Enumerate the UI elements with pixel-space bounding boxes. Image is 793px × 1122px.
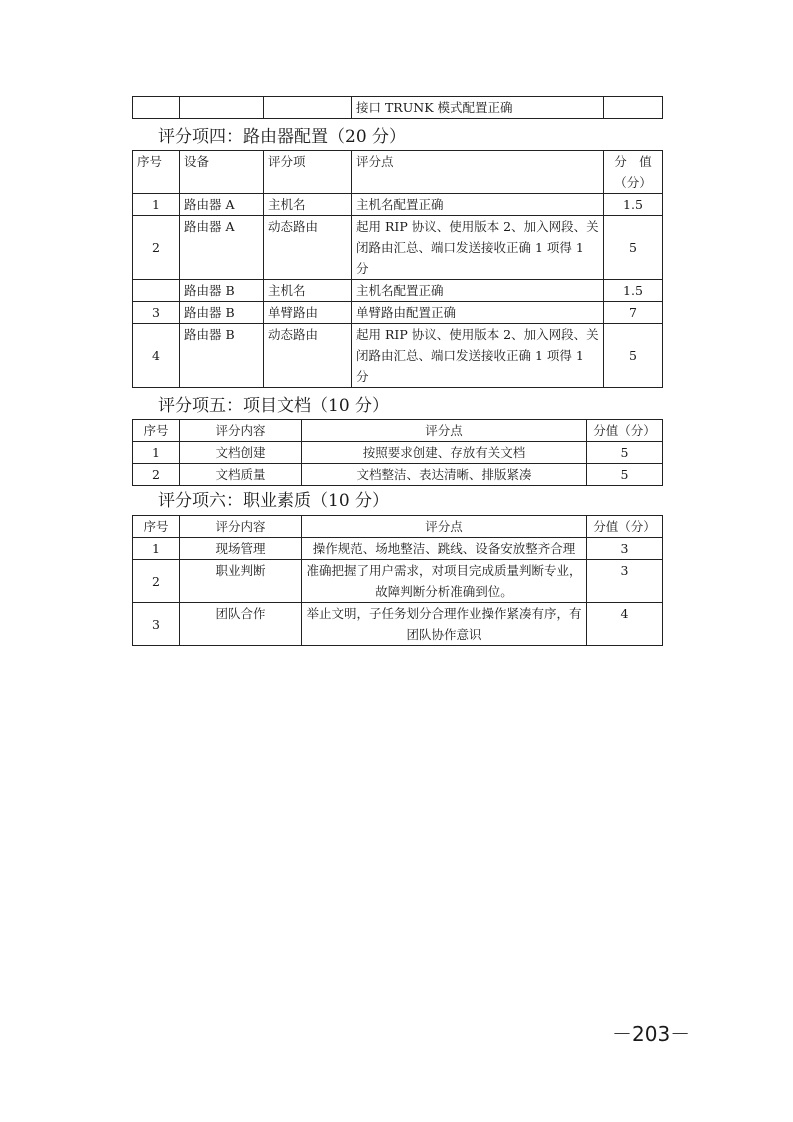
point-cell: 操作规范、场地整洁、跳线、设备安放整齐合理 (302, 538, 587, 560)
table-row (133, 538, 663, 560)
point-cell: 按照要求创建、存放有关文档 (302, 442, 587, 464)
content-cell: 文档创建 (180, 442, 302, 464)
score-cell: 7 (604, 302, 663, 324)
content-cell: 团队合作 (180, 603, 302, 646)
table-row (133, 442, 663, 464)
score-cell: 1.5 (604, 280, 663, 302)
row-number: 2 (133, 464, 180, 486)
section-title: 评分项六：职业素质（10 分） (158, 491, 390, 511)
point-cell: 单臂路由配置正确 (352, 302, 604, 324)
device-cell: 路由器 B (180, 324, 264, 388)
professional-quality-table (132, 515, 663, 646)
score-cell: 5 (604, 324, 663, 388)
row-number: 1 (133, 538, 180, 560)
point-cell: 举止文明，子任务划分合理作业操作紧凑有序，有团队协作意识 (302, 603, 587, 646)
router-config-table (132, 150, 663, 388)
row-number: 1 (133, 442, 180, 464)
table-row (133, 324, 663, 388)
content-cell: 现场管理 (180, 538, 302, 560)
column-header: 分值（分） (587, 516, 663, 538)
project-doc-table (132, 419, 663, 486)
column-header: 序号 (133, 151, 180, 194)
item-cell: 动态路由 (264, 216, 352, 280)
table-header-row (133, 151, 663, 194)
table-cell: 接口 TRUNK 模式配置正确 (352, 97, 604, 119)
table-row (133, 560, 663, 603)
point-cell: 准确把握了用户需求，对项目完成质量判断专业，故障判断分析准确到位。 (302, 560, 587, 603)
continued-table (132, 96, 663, 119)
table-row (133, 464, 663, 486)
page-number: －203－ (612, 1022, 691, 1046)
table-row (133, 603, 663, 646)
row-number: 2 (133, 216, 180, 280)
section-title: 评分项五：项目文档（10 分） (158, 396, 390, 416)
column-header: 评分点 (352, 151, 604, 194)
row-number: 1 (133, 194, 180, 216)
score-cell: 5 (587, 442, 663, 464)
point-cell: 文档整洁、表达清晰、排版紧凑 (302, 464, 587, 486)
table-row (133, 302, 663, 324)
item-cell: 主机名 (264, 280, 352, 302)
column-header: 分值（分） (587, 420, 663, 442)
score-cell: 3 (587, 538, 663, 560)
content-cell: 文档质量 (180, 464, 302, 486)
column-header: 评分内容 (180, 420, 302, 442)
score-cell: 5 (587, 464, 663, 486)
row-number: 4 (133, 324, 180, 388)
score-cell: 3 (587, 560, 663, 603)
device-cell: 路由器 B (180, 280, 264, 302)
row-number: 3 (133, 603, 180, 646)
point-cell: 起用 RIP 协议、使用版本 2、加入网段、关闭路由汇总、端口发送接收正确 1 项得 1 分 (352, 216, 604, 280)
column-header: 设备 (180, 151, 264, 194)
column-header: 评分内容 (180, 516, 302, 538)
item-cell: 单臂路由 (264, 302, 352, 324)
table-cell (180, 97, 264, 119)
column-header: 分 值（分） (604, 151, 663, 194)
table-cell (264, 97, 352, 119)
device-cell: 路由器 A (180, 216, 264, 280)
point-cell: 主机名配置正确 (352, 194, 604, 216)
column-header: 评分点 (302, 516, 587, 538)
row-number (133, 280, 180, 302)
column-header: 序号 (133, 516, 180, 538)
table-cell (604, 97, 663, 119)
table-cell (133, 97, 180, 119)
row-number: 2 (133, 560, 180, 603)
table-row (133, 216, 663, 280)
item-cell: 主机名 (264, 194, 352, 216)
point-cell: 起用 RIP 协议、使用版本 2、加入网段、关闭路由汇总、端口发送接收正确 1 项得 1 分 (352, 324, 604, 388)
score-cell: 5 (604, 216, 663, 280)
row-number: 3 (133, 302, 180, 324)
score-cell: 1.5 (604, 194, 663, 216)
point-cell: 主机名配置正确 (352, 280, 604, 302)
device-cell: 路由器 B (180, 302, 264, 324)
column-header: 评分点 (302, 420, 587, 442)
item-cell: 动态路由 (264, 324, 352, 388)
section-title: 评分项四：路由器配置（20 分） (158, 127, 407, 147)
score-cell: 4 (587, 603, 663, 646)
device-cell: 路由器 A (180, 194, 264, 216)
table-header-row (133, 516, 663, 538)
column-header: 评分项 (264, 151, 352, 194)
column-header: 序号 (133, 420, 180, 442)
content-cell: 职业判断 (180, 560, 302, 603)
table-row (133, 280, 663, 302)
table-row (133, 194, 663, 216)
table-header-row (133, 420, 663, 442)
table-row (133, 97, 663, 119)
